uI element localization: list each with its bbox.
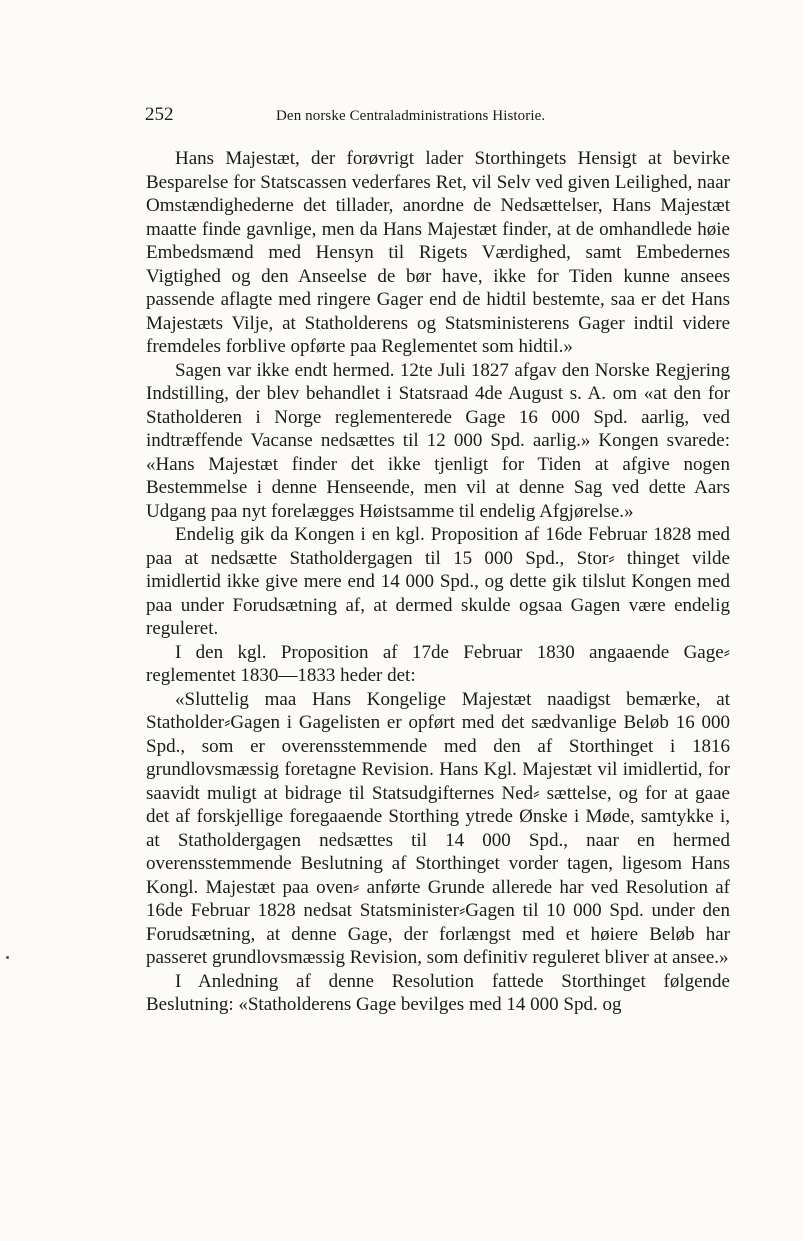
paragraph-5: «Sluttelig maa Hans Kongelige Majestæt naadigst bemærke, at Statholder⸗Gagen i Gagelisten er opført med det sædvanlige Beløb 16 000 Spd., som er overensstemmende med den af Storthinget i 1816 grundlovsmæssig foretagne Revision. Hans Kgl. Majestæt vil imidlertid, for saavidt muligt at bidrage til Statsudgifternes Ned⸗ sættelse, og for at gaae det af forskjellige foregaaende Storthing ytrede Ønske i Møde, samtykke i, at Statholdergagen nedsættes til 14 000 Spd., naar en hermed overensstemmende Beslutning af Storthinget vorder tagen, ligesom Hans Kongl. Majestæt paa oven⸗ anførte Grunde allerede har ved Resolution af 16de Februar 1828 nedsat Statsminister⸗Gagen til 10 000 Spd. under den Forudsætning, at denne Gage, der forlængst med et høiere Beløb har passeret grundlovsmæssig Revision, som definitiv reguleret bliver at ansee.»	[146, 688, 730, 968]
body-text	[146, 147, 730, 1017]
paragraph-1: Hans Majestæt, der forøvrigt lader Storthingets Hensigt at bevirke Besparelse for Statscassen vederfares Ret, vil Selv ved given Leilighed, naar Omstændighederne det tillader, anordne de Nedsættelser, Hans Majestæt maatte finde gavnlige, men da Hans Majestæt finder, at de omhandlede høie Embedsmænd med Hensyn til Rigets Værdighed, samt Embedernes Vigtighed og den Anseelse de bør have, ikke for Tiden kunne ansees passende aflagte med ringere Gager end de hidtil bestemte, saa er det Hans Majestæts Vilje, at Statholderens og Statsministerens Gager indtil videre fremdeles forblive opførte paa Reglementet som hidtil.»	[146, 148, 730, 357]
paragraph-2: Sagen var ikke endt hermed. 12te Juli 1827 afgav den Norske Regjering Indstilling, der blev behandlet i Statsraad 4de August s. A. om «at den for Statholderen i Norge reglementerede Gage 16 000 Spd. aarlig, ved indtræffende Vacanse nedsættes til 12 000 Spd. aarlig.» Kongen svarede: «Hans Majestæt finder det ikke tjenligt for Tiden at afgive nogen Bestemmelse i denne Henseende, men vil at denne Sag ved dette Aars Udgang paa nyt forelægges Høistsamme til endelig Afgjørelse.»	[146, 359, 730, 522]
paragraph-4: I den kgl. Proposition af 17de Februar 1830 angaaende Gage⸗ reglementet 1830—1833 heder det:	[146, 641, 730, 686]
paragraph-3: Endelig gik da Kongen i en kgl. Proposition af 16de Februar 1828 med paa at nedsætte Statholdergagen til 15 000 Spd., Stor⸗ thinget vilde imidlertid ikke give mere end 14 000 Spd., og dette gik tilslut Kongen med paa under Forudsætning af, at dermed skulde ogsaa Gagen være endelig reguleret.	[146, 524, 730, 639]
paragraph-6: I Anledning af denne Resolution fattede Storthinget følgende Beslutning: «Statholderens Gage bevilges med 14 000 Spd. og	[146, 970, 730, 1015]
running-title: Den norske Centraladministrations Historie.	[276, 108, 546, 124]
page-number: 252	[145, 104, 174, 125]
margin-speck	[6, 956, 9, 959]
